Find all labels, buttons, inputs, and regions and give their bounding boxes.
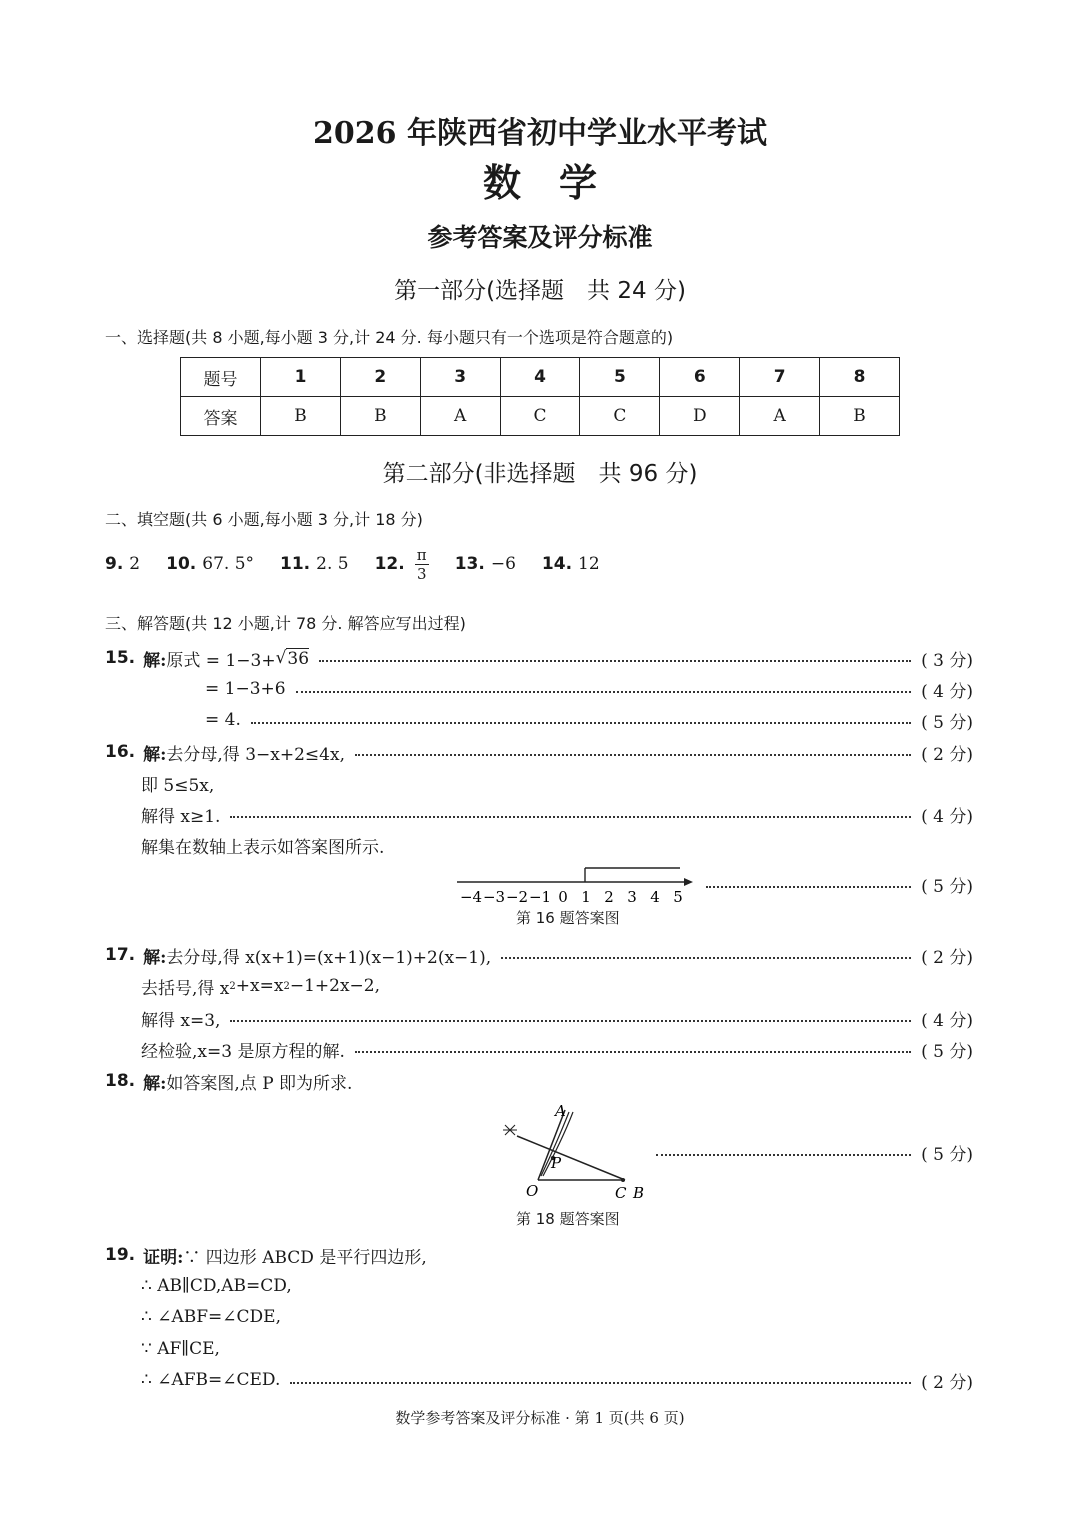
q15-lead: 解: <box>143 650 167 671</box>
q17-score-4: ( 5 分) <box>921 1041 973 1062</box>
q19-step-5: ∴ ∠AFB=∠CED. <box>141 1370 281 1390</box>
q15-score-2: ( 4 分) <box>921 681 973 702</box>
q19-line-2 <box>105 1271 973 1301</box>
q18-line-1 <box>105 1066 973 1096</box>
dot-leader <box>319 660 911 662</box>
q17-line-1 <box>105 940 973 970</box>
q16-line-3 <box>105 799 973 829</box>
exam-title: 2026 年陕西省初中学业水平考试 <box>313 116 767 151</box>
table-cell: C <box>500 397 580 436</box>
page-footer: 数学参考答案及评分标准 · 第 1 页(共 6 页) <box>395 1409 685 1427</box>
label-A: A <box>555 1102 566 1120</box>
q9-answer: 2 <box>129 554 141 574</box>
q16-step-3: 解得 x≥1. <box>141 806 221 827</box>
table-cell: D <box>660 397 740 436</box>
fraction-numerator: π <box>416 545 427 564</box>
doc-title: 参考答案及评分标准 <box>427 223 653 252</box>
q10-answer: 67. 5° <box>202 554 255 574</box>
label-B: B <box>633 1184 645 1202</box>
dot-leader <box>706 886 911 888</box>
q15-step-1: 原式 = 1−3+ <box>166 650 276 671</box>
table-cell: 7 <box>740 358 820 397</box>
table-cell: 3 <box>420 358 500 397</box>
q16-step-4: 解集在数轴上表示如答案图所示. <box>141 837 385 858</box>
q10-number: 10. <box>166 554 197 574</box>
q17-line-2 <box>105 971 973 1001</box>
table-cell: 5 <box>580 358 660 397</box>
q15-score-3: ( 5 分) <box>921 712 973 733</box>
table-cell: A <box>420 397 500 436</box>
dot-leader <box>290 1382 911 1384</box>
subject-title: 数 学 <box>482 160 597 205</box>
q16-figure-score-row <box>700 869 973 899</box>
table-cell: B <box>261 397 341 436</box>
q18-step-1: 如答案图,点 P 即为所求. <box>166 1073 353 1094</box>
q18-lead: 解: <box>143 1073 167 1094</box>
superscript: 2 <box>283 980 290 992</box>
q16-score-1: ( 2 分) <box>921 744 973 765</box>
intersection-mark <box>503 1125 517 1135</box>
dot-leader <box>355 754 911 756</box>
table-header-cell: 题号 <box>181 358 261 397</box>
q19-lead: 证明: <box>143 1247 184 1268</box>
section1-heading: 一、选择题(共 8 小题,每小题 3 分,计 24 分. 每小题只有一个选项是符合题意的) <box>105 328 674 347</box>
dot-leader <box>230 816 911 818</box>
axis-tick-label: −1 <box>528 888 552 906</box>
label-C: C <box>615 1184 627 1202</box>
segment-AC-line <box>517 1136 625 1180</box>
q15-line-2 <box>105 674 973 704</box>
q15-line-1: 15. 解: 原式 = 1−3+ √ 36 ( 3 分) <box>105 643 973 673</box>
q17-number: 17. <box>105 945 136 965</box>
q19-line-5 <box>105 1365 973 1395</box>
q16-score-5: ( 5 分) <box>921 876 973 897</box>
table-cell: 6 <box>660 358 740 397</box>
q19-step-1: ∵ 四边形 ABCD 是平行四边形, <box>183 1247 427 1268</box>
q19-step-3: ∴ ∠ABF=∠CDE, <box>141 1307 281 1327</box>
fraction-denominator: 3 <box>416 564 427 583</box>
q19-line-3 <box>105 1302 973 1332</box>
dot-leader <box>251 722 911 724</box>
number-line-figure <box>455 862 695 907</box>
q18-number: 18. <box>105 1071 136 1091</box>
q11-number: 11. <box>280 554 311 574</box>
axis-tick-label: 3 <box>627 888 637 906</box>
q16-step-1: 去分母,得 3−x+2≤4x, <box>166 744 345 765</box>
part2-title: 第二部分(非选择题 共 96 分) <box>382 461 698 487</box>
axis-tick-label: −3 <box>482 888 506 906</box>
q15-sqrt: 36 <box>287 648 310 669</box>
q16-score-3: ( 4 分) <box>921 806 973 827</box>
axis-tick-label: 0 <box>558 888 568 906</box>
q18-figure-caption: 第 18 题答案图 <box>516 1210 620 1228</box>
table-cell: C <box>580 397 660 436</box>
q19-step-4: ∵ AF∥CE, <box>141 1339 220 1359</box>
table-cell: 4 <box>500 358 580 397</box>
q9-number: 9. <box>105 554 124 574</box>
q14-number: 14. <box>541 554 573 574</box>
q19-line-1 <box>105 1240 973 1270</box>
q17-step-1: 去分母,得 x(x+1)=(x+1)(x−1)+2(x−1), <box>166 947 492 968</box>
q16-number: 16. <box>105 742 136 762</box>
table-cell: 1 <box>261 358 341 397</box>
axis-tick-label: 1 <box>581 888 591 906</box>
q18-figure-score-row <box>650 1137 973 1167</box>
axis-tick-label: −2 <box>505 888 529 906</box>
q17-step-2a: 去括号,得 x <box>141 978 230 999</box>
q19-step-2: ∴ AB∥CD,AB=CD, <box>141 1276 292 1296</box>
arrowhead-icon <box>684 878 693 886</box>
q17-step-3: 解得 x=3, <box>141 1010 221 1031</box>
table-cell: B <box>820 397 900 436</box>
axis-tick-label: 2 <box>604 888 614 906</box>
dot-leader <box>296 691 912 693</box>
q19-number: 19. <box>105 1245 136 1265</box>
q17-line-3 <box>105 1003 973 1033</box>
superscript: 2 <box>229 980 236 992</box>
table-cell: 8 <box>820 358 900 397</box>
section2-heading: 二、填空题(共 6 小题,每小题 3 分,计 18 分) <box>105 510 423 529</box>
table-cell: A <box>740 397 820 436</box>
table-header-cell: 答案 <box>181 397 261 436</box>
dot-leader <box>355 1051 911 1053</box>
q13-number: 13. <box>454 554 485 574</box>
point-C <box>621 1178 625 1182</box>
axis-tick-label: 4 <box>650 888 660 906</box>
q17-lead: 解: <box>143 947 167 968</box>
dot-leader <box>501 957 911 959</box>
table-row <box>181 358 900 397</box>
q16-line-1 <box>105 737 973 767</box>
q12-number: 12. <box>374 554 405 574</box>
q19-line-4 <box>105 1334 973 1364</box>
q17-score-1: ( 2 分) <box>921 947 973 968</box>
axis-tick-label: 5 <box>673 888 683 906</box>
q17-step-2b: +x=x <box>235 976 284 996</box>
q18-score-1: ( 5 分) <box>921 1144 973 1165</box>
table-cell: B <box>340 397 420 436</box>
q16-line-4 <box>105 830 973 860</box>
q15-number: 15. <box>105 648 136 668</box>
part1-title: 第一部分(选择题 共 24 分) <box>394 278 686 304</box>
q15-line-3 <box>105 705 973 735</box>
q17-score-3: ( 4 分) <box>921 1010 973 1031</box>
dot-leader <box>230 1020 911 1022</box>
q11-answer: 2. 5 <box>316 554 349 574</box>
table-cell: 2 <box>340 358 420 397</box>
table-row <box>181 397 900 436</box>
q13-answer: −6 <box>490 554 516 574</box>
q16-line-2 <box>105 768 973 798</box>
fill-in-answers <box>105 544 600 584</box>
q15-score-1: ( 3 分) <box>921 650 973 671</box>
label-O: O <box>526 1182 539 1200</box>
q15-step-2: = 1−3+6 <box>205 679 286 699</box>
q16-figure-caption: 第 16 题答案图 <box>516 909 620 927</box>
section3-heading: 三、解答题(共 12 小题,计 78 分. 解答应写出过程) <box>105 614 466 633</box>
label-P: P <box>551 1154 562 1172</box>
q12-answer-fraction <box>415 546 429 583</box>
q17-line-4 <box>105 1034 973 1064</box>
q15-step-3: = 4. <box>205 710 241 730</box>
q19-score-5: ( 2 分) <box>921 1372 973 1393</box>
q17-step-4: 经检验,x=3 是原方程的解. <box>141 1041 345 1062</box>
dot-leader <box>656 1154 911 1156</box>
q17-step-2c: −1+2x−2, <box>289 976 380 996</box>
answer-table <box>180 357 900 436</box>
q18-figure <box>495 1098 655 1208</box>
q16-lead: 解: <box>143 744 167 765</box>
axis-tick-label: −4 <box>459 888 483 906</box>
q16-step-2: 即 5≤5x, <box>141 775 215 796</box>
q14-answer: 12 <box>578 554 600 574</box>
